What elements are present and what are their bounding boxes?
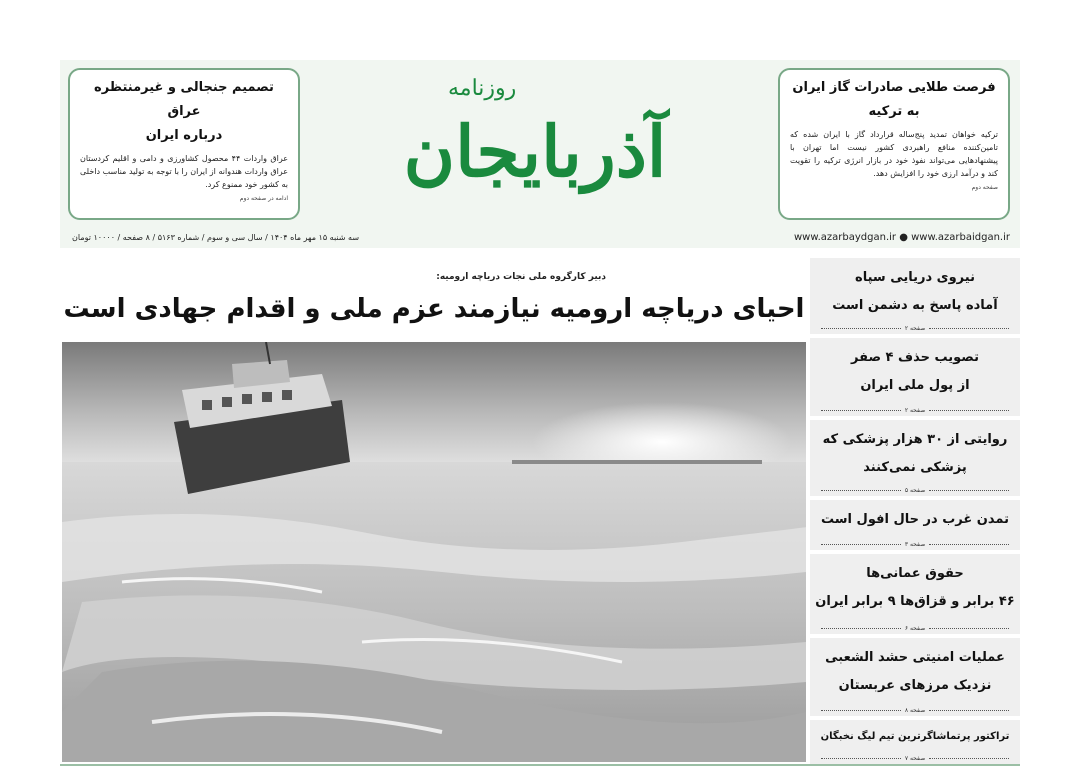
sidebar-line2: آماده پاسخ به دشمن است <box>832 298 998 313</box>
lead-kicker: دبیر کارگروه ملی نجات دریاچه ارومیه: <box>436 272 606 282</box>
bottom-rule <box>60 764 1020 766</box>
teaser-box-iraq-decision[interactable] <box>68 68 300 220</box>
teaser-body: عراق واردات ۴۴ محصول کشاورزی و دامی و اقلیم کردستان عراق واردات هندوانه از ایران را با توجه به تولید مناسب داخلی به کشور خود ممنوع کرد. <box>80 154 289 189</box>
sidebar-line2: ۴۶ برابر و قزاق‌ها ۹ برابر ایران <box>815 594 1015 609</box>
sidebar-page-ref: صفحه ۳ <box>810 541 1020 548</box>
masthead-title: آذربایجان <box>403 110 667 193</box>
sidebar-line1: عملیات امنیتی حشد الشعبی <box>825 650 1005 665</box>
sidebar-page-ref: صفحه ۷ <box>810 755 1020 762</box>
lead-photo-lake-ship <box>62 342 806 762</box>
teaser-title-line2: به ترکیه <box>868 104 920 119</box>
masthead-logo <box>330 66 740 246</box>
teaser-title-line1: فرصت طلایی صادرات گاز ایران <box>792 80 996 95</box>
teaser-box-gas-exports[interactable] <box>778 68 1010 220</box>
sidebar-line1: نیروی دریایی سپاه <box>855 270 975 285</box>
sidebar-item[interactable] <box>810 500 1020 550</box>
sidebar-line2: از پول ملی ایران <box>860 378 970 393</box>
teaser-title-line2: درباره ایران <box>145 128 223 143</box>
masthead-subtitle: روزنامه <box>448 76 517 101</box>
sidebar-line2: نزدیک مرزهای عربستان <box>838 678 992 693</box>
sidebar-item[interactable] <box>810 554 1020 634</box>
teaser-page-ref: ادامه در صفحه دوم <box>239 195 288 202</box>
sidebar-line1: حقوق عمانی‌ها <box>866 566 964 581</box>
sidebar-line1: تصویب حذف ۴ صفر <box>851 350 979 365</box>
sidebar-page-ref: صفحه ۲ <box>810 407 1020 414</box>
sidebar-line1: تمدن غرب در حال افول است <box>821 512 1009 527</box>
sidebar-headlines <box>810 258 1020 764</box>
sidebar-line1: روایتی از ۳۰ هزار پزشکی که <box>822 432 1008 447</box>
teaser-title-line1: تصمیم جنجالی و غیرمنتظره عراق <box>94 80 274 119</box>
teaser-body: ترکیه خواهان تمدید پنج‌ساله قرارداد گاز با ایران شده که تامین‌کننده منافع راهبردی کشور نیست اما تهران با پیشنهادهایی می‌تواند نفوذ خود در بازار انرژی ترکیه را تقویت کند و درآمد ارزی خود را افزایش دهد. <box>790 130 998 178</box>
sidebar-page-ref: صفحه ۵ <box>810 487 1020 494</box>
sidebar-page-ref: صفحه ۸ <box>810 707 1020 714</box>
sidebar-line2: پزشکی نمی‌کنند <box>863 460 967 475</box>
lead-story-header <box>62 258 806 342</box>
sidebar-page-ref: صفحه ۶ <box>810 625 1020 632</box>
sidebar-page-ref: صفحه ۲ <box>810 325 1020 332</box>
sidebar-item[interactable] <box>810 720 1020 764</box>
sidebar-item[interactable] <box>810 258 1020 334</box>
sidebar-line1: تراکتور پرتماشاگرترین تیم لیگ نخبگان <box>820 731 1010 742</box>
issue-date: سه شنبه ۱۵ مهر ماه ۱۴۰۴ / سال سی و سوم / شماره ۵۱۶۳ / ۸ صفحه / ۱۰۰۰۰ تومان <box>72 233 360 242</box>
sidebar-item[interactable] <box>810 338 1020 416</box>
teaser-page-ref: صفحه دوم <box>971 184 998 191</box>
lead-headline[interactable]: احیای دریاچه ارومیه نیازمند عزم ملی و اقدام جهادی است <box>63 294 805 324</box>
sidebar-item[interactable] <box>810 420 1020 496</box>
issue-info-line <box>60 230 1020 246</box>
sidebar-item[interactable] <box>810 638 1020 716</box>
website-links[interactable]: www.azarbaydgan.ir ● www.azarbaidgan.ir <box>793 232 1010 243</box>
